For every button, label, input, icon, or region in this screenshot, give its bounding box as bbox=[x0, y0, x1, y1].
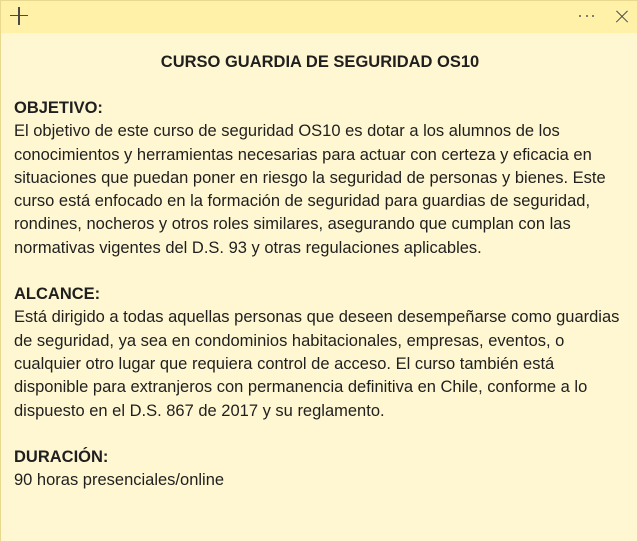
section-text: 90 horas presenciales/online bbox=[14, 471, 225, 490]
dot bbox=[592, 15, 594, 17]
section-text: El objetivo de este curso de seguridad OS10 es dotar a los alumnos de los conocimientos y herramientas necesarias para actuar con certeza y eficacia en situaciones que puedan poner en riesgo la seguridad de personas y bienes. Este curso está enfocado en la formación de seguridad para guardias de seguridad, rondines, nocheros y otros roles similares, asegurando que cumplan con las normativas vigentes del D.S. 93 y otras regulaciones aplicables. bbox=[14, 122, 606, 257]
section-alcance bbox=[14, 283, 626, 423]
section-objetivo bbox=[14, 97, 626, 260]
dot bbox=[579, 15, 581, 17]
note-title: CURSO GUARDIA DE SEGURIDAD OS10 bbox=[160, 53, 480, 71]
dot bbox=[586, 15, 588, 17]
note-titlebar[interactable] bbox=[1, 1, 637, 33]
section-duracion bbox=[14, 446, 626, 493]
plus-icon[interactable] bbox=[7, 4, 31, 28]
section-heading: OBJETIVO: bbox=[14, 99, 103, 117]
section-heading: DURACIÓN: bbox=[14, 447, 109, 466]
note-content[interactable] bbox=[14, 33, 626, 492]
section-text: Está dirigido a todas aquellas personas que deseen desempeñarse como guardias de seguridad, ya sea en condominios habitacionales, empresas, eventos, o cualquier otro lugar que requiera control de acceso. El curso también está disponible para extranjeros con permanencia definitiva en Chile, conforme a lo dispuesto en el D.S. 867 de 2017 y su reglamento. bbox=[14, 308, 620, 420]
section-heading: ALCANCE: bbox=[14, 285, 101, 304]
close-icon[interactable] bbox=[611, 5, 633, 27]
ellipsis-icon[interactable] bbox=[573, 5, 601, 27]
